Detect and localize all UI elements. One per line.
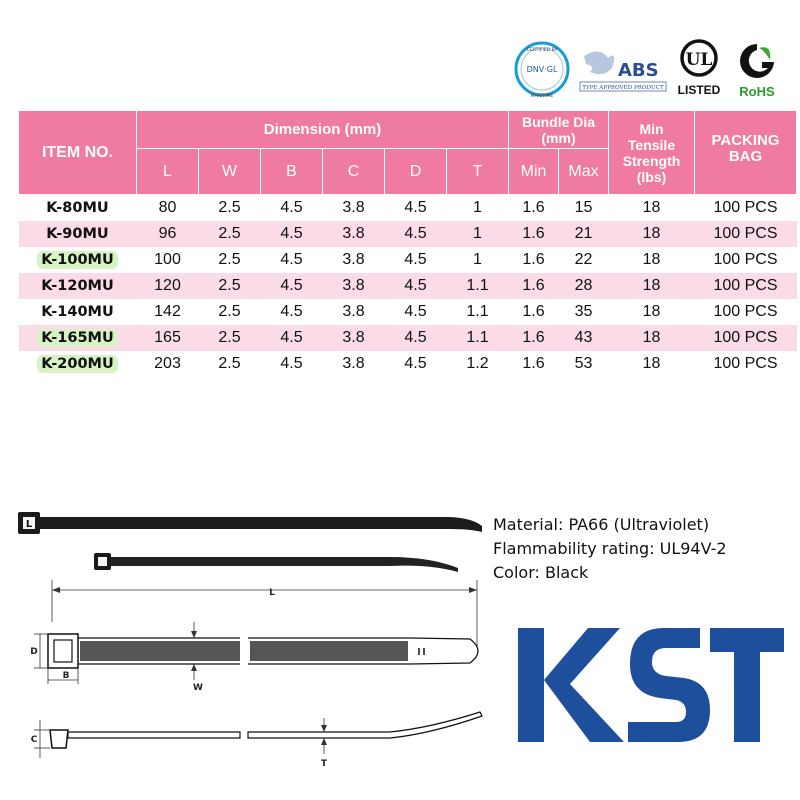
- cell-b: 4.5: [261, 273, 323, 299]
- table-row: [19, 247, 797, 273]
- cell-b: 4.5: [280, 302, 303, 320]
- dim-label-d: D: [30, 647, 38, 657]
- header-b: B: [261, 149, 323, 195]
- cell-c: 3.8: [342, 250, 365, 268]
- packing-line2: BAG: [728, 148, 763, 165]
- cell-l: 80: [158, 198, 177, 216]
- cell-max: 15: [574, 198, 593, 216]
- cell-d: 4.5: [385, 325, 447, 351]
- cell-max: 35: [574, 302, 593, 320]
- cell-min: 1.6: [522, 250, 545, 268]
- cell-w: 2.5: [199, 273, 261, 299]
- dim-label-c: C: [30, 735, 38, 745]
- cell-tensile: 18: [642, 250, 661, 268]
- cell-tensile: 18: [642, 198, 661, 216]
- dim-label-t: T: [320, 759, 328, 769]
- cell-t: 1.2: [466, 354, 489, 372]
- cell-tensile: 18: [642, 354, 661, 372]
- cell-packing: 100 PCS: [695, 325, 797, 351]
- table-row: [19, 299, 797, 325]
- cell-w: 2.5: [218, 302, 241, 320]
- tensile-line2: Tensile: [627, 136, 676, 153]
- ul-caption: LISTED: [677, 83, 721, 97]
- item-code: K-120MU: [41, 277, 114, 294]
- packing-line1: PACKING: [711, 132, 780, 149]
- table-row: [19, 273, 797, 299]
- cell-item: [19, 299, 137, 325]
- cell-l: 100: [154, 250, 181, 268]
- header-packing-bag: [695, 111, 797, 195]
- rohs-caption: RoHS: [739, 84, 775, 99]
- cable-tie-large-image: [18, 512, 482, 534]
- cell-max: 28: [559, 273, 609, 299]
- cell-w: 2.5: [218, 198, 241, 216]
- cell-b: 4.5: [280, 198, 303, 216]
- header-d: D: [385, 149, 447, 195]
- abs-name: ABS: [618, 60, 659, 81]
- cell-t: 1: [447, 221, 509, 247]
- cell-c: 3.8: [342, 198, 365, 216]
- cell-t: 1.1: [466, 302, 489, 320]
- cell-c: 3.8: [342, 302, 365, 320]
- rohs-logo: [732, 38, 782, 100]
- cell-t: 1.1: [447, 325, 509, 351]
- header-min-tensile-strength: [609, 111, 695, 195]
- cell-d: 4.5: [385, 273, 447, 299]
- cell-c: 3.8: [323, 221, 385, 247]
- header-c: C: [323, 149, 385, 195]
- cell-l: 203: [154, 354, 181, 372]
- item-code-highlighted: K-165MU: [37, 329, 117, 347]
- cell-min: 1.6: [509, 273, 559, 299]
- header-l: L: [137, 149, 199, 195]
- cell-l: 120: [137, 273, 199, 299]
- cell-d: 4.5: [404, 302, 427, 320]
- cell-d: 4.5: [404, 198, 427, 216]
- material-info: [493, 513, 727, 585]
- cell-max: 53: [574, 354, 593, 372]
- cell-l: 165: [137, 325, 199, 351]
- cell-tensile: 18: [609, 273, 695, 299]
- cell-b: 4.5: [261, 325, 323, 351]
- dnv-top-text: CERTIFIED BY: [526, 48, 558, 53]
- cell-item: [19, 351, 137, 377]
- cell-item: [19, 247, 137, 273]
- cell-packing: 100 PCS: [713, 198, 778, 216]
- flammability-text: Flammability rating: UL94V-2: [493, 539, 727, 558]
- cable-tie-top-view: [48, 634, 478, 668]
- cell-l: 142: [154, 302, 181, 320]
- serrated-strap: [80, 641, 240, 661]
- header-min: Min: [509, 149, 559, 195]
- cell-c: 3.8: [323, 273, 385, 299]
- cell-packing: 100 PCS: [695, 221, 797, 247]
- cell-item: [19, 325, 137, 351]
- item-code: K-140MU: [41, 303, 114, 320]
- cell-c: 3.8: [323, 325, 385, 351]
- registered-mark: ®: [758, 634, 774, 652]
- cell-w: 2.5: [199, 325, 261, 351]
- cell-min: 1.6: [522, 198, 545, 216]
- dim-label-b: B: [62, 671, 70, 681]
- cell-min: 1.6: [509, 325, 559, 351]
- cable-tie-side-view: [31, 712, 482, 769]
- dim-label-w: W: [193, 683, 203, 693]
- tensile-line4: (lbs): [636, 168, 667, 185]
- cell-packing: 100 PCS: [713, 302, 778, 320]
- table-row: [19, 221, 797, 247]
- cell-item: [19, 195, 137, 221]
- cell-d: 4.5: [385, 221, 447, 247]
- item-code: K-80MU: [46, 199, 109, 216]
- bundle-dia-line2: (mm): [541, 129, 576, 146]
- bundle-dia-line1: Bundle Dia: [521, 113, 596, 130]
- cell-t: 1.1: [447, 273, 509, 299]
- cell-max: 22: [574, 250, 593, 268]
- dim-label-l: L: [269, 588, 275, 598]
- cell-l: 96: [137, 221, 199, 247]
- cable-tie-drawing: [10, 498, 500, 788]
- table-row: [19, 351, 797, 377]
- specification-table: [18, 110, 797, 377]
- cell-t: 1: [473, 198, 482, 216]
- dnv-bottom-text: MARITIME: [530, 94, 554, 99]
- ul-listed-logo: [676, 38, 722, 100]
- cell-min: 1.6: [522, 302, 545, 320]
- cell-w: 2.5: [199, 221, 261, 247]
- color-text: Color: Black: [493, 563, 589, 582]
- item-code-highlighted: K-100MU: [37, 251, 117, 269]
- table-row: [19, 325, 797, 351]
- cell-max: 21: [559, 221, 609, 247]
- cell-t: 1: [473, 250, 482, 268]
- cable-tie-small-image: [94, 553, 458, 572]
- cell-tensile: 18: [609, 325, 695, 351]
- table-row: [19, 195, 797, 221]
- cell-min: 1.6: [522, 354, 545, 372]
- head-mark-label: L: [25, 519, 33, 530]
- leaf-icon: [759, 47, 770, 60]
- abs-caption: TYPE APPROVED PRODUCT: [582, 85, 664, 91]
- cell-c: 3.8: [342, 354, 365, 372]
- cell-w: 2.5: [218, 250, 241, 268]
- cell-packing: 100 PCS: [713, 250, 778, 268]
- eagle-icon: [584, 51, 614, 74]
- tensile-line3: Strength: [622, 152, 681, 169]
- tensile-line1: Min: [639, 120, 664, 137]
- item-code-highlighted: K-200MU: [37, 355, 117, 373]
- ul-mark: UL: [685, 50, 713, 70]
- cell-packing: 100 PCS: [713, 354, 778, 372]
- header-w: W: [199, 149, 261, 195]
- abs-certification-logo: [578, 38, 668, 100]
- cell-d: 4.5: [404, 354, 427, 372]
- cell-item: [19, 221, 137, 247]
- cell-item: [19, 273, 137, 299]
- kst-brand-logo: [514, 618, 786, 748]
- cell-tensile: 18: [642, 302, 661, 320]
- cell-packing: 100 PCS: [695, 273, 797, 299]
- header-bundle-dia: [509, 111, 609, 149]
- cell-b: 4.5: [280, 354, 303, 372]
- header-t: T: [447, 149, 509, 195]
- cell-max: 43: [559, 325, 609, 351]
- cell-min: 1.6: [509, 221, 559, 247]
- cell-w: 2.5: [218, 354, 241, 372]
- dnv-gl-certification-logo: [511, 38, 573, 100]
- cell-b: 4.5: [280, 250, 303, 268]
- material-text: Material: PA66 (Ultraviolet): [493, 515, 710, 534]
- cell-b: 4.5: [261, 221, 323, 247]
- header-max: Max: [559, 149, 609, 195]
- dnv-name: DNV·GL: [526, 65, 558, 74]
- header-item-no: ITEM NO.: [19, 111, 137, 195]
- item-code: K-90MU: [46, 225, 109, 242]
- header-dimension: Dimension (mm): [137, 111, 509, 149]
- cell-tensile: 18: [609, 221, 695, 247]
- cell-d: 4.5: [404, 250, 427, 268]
